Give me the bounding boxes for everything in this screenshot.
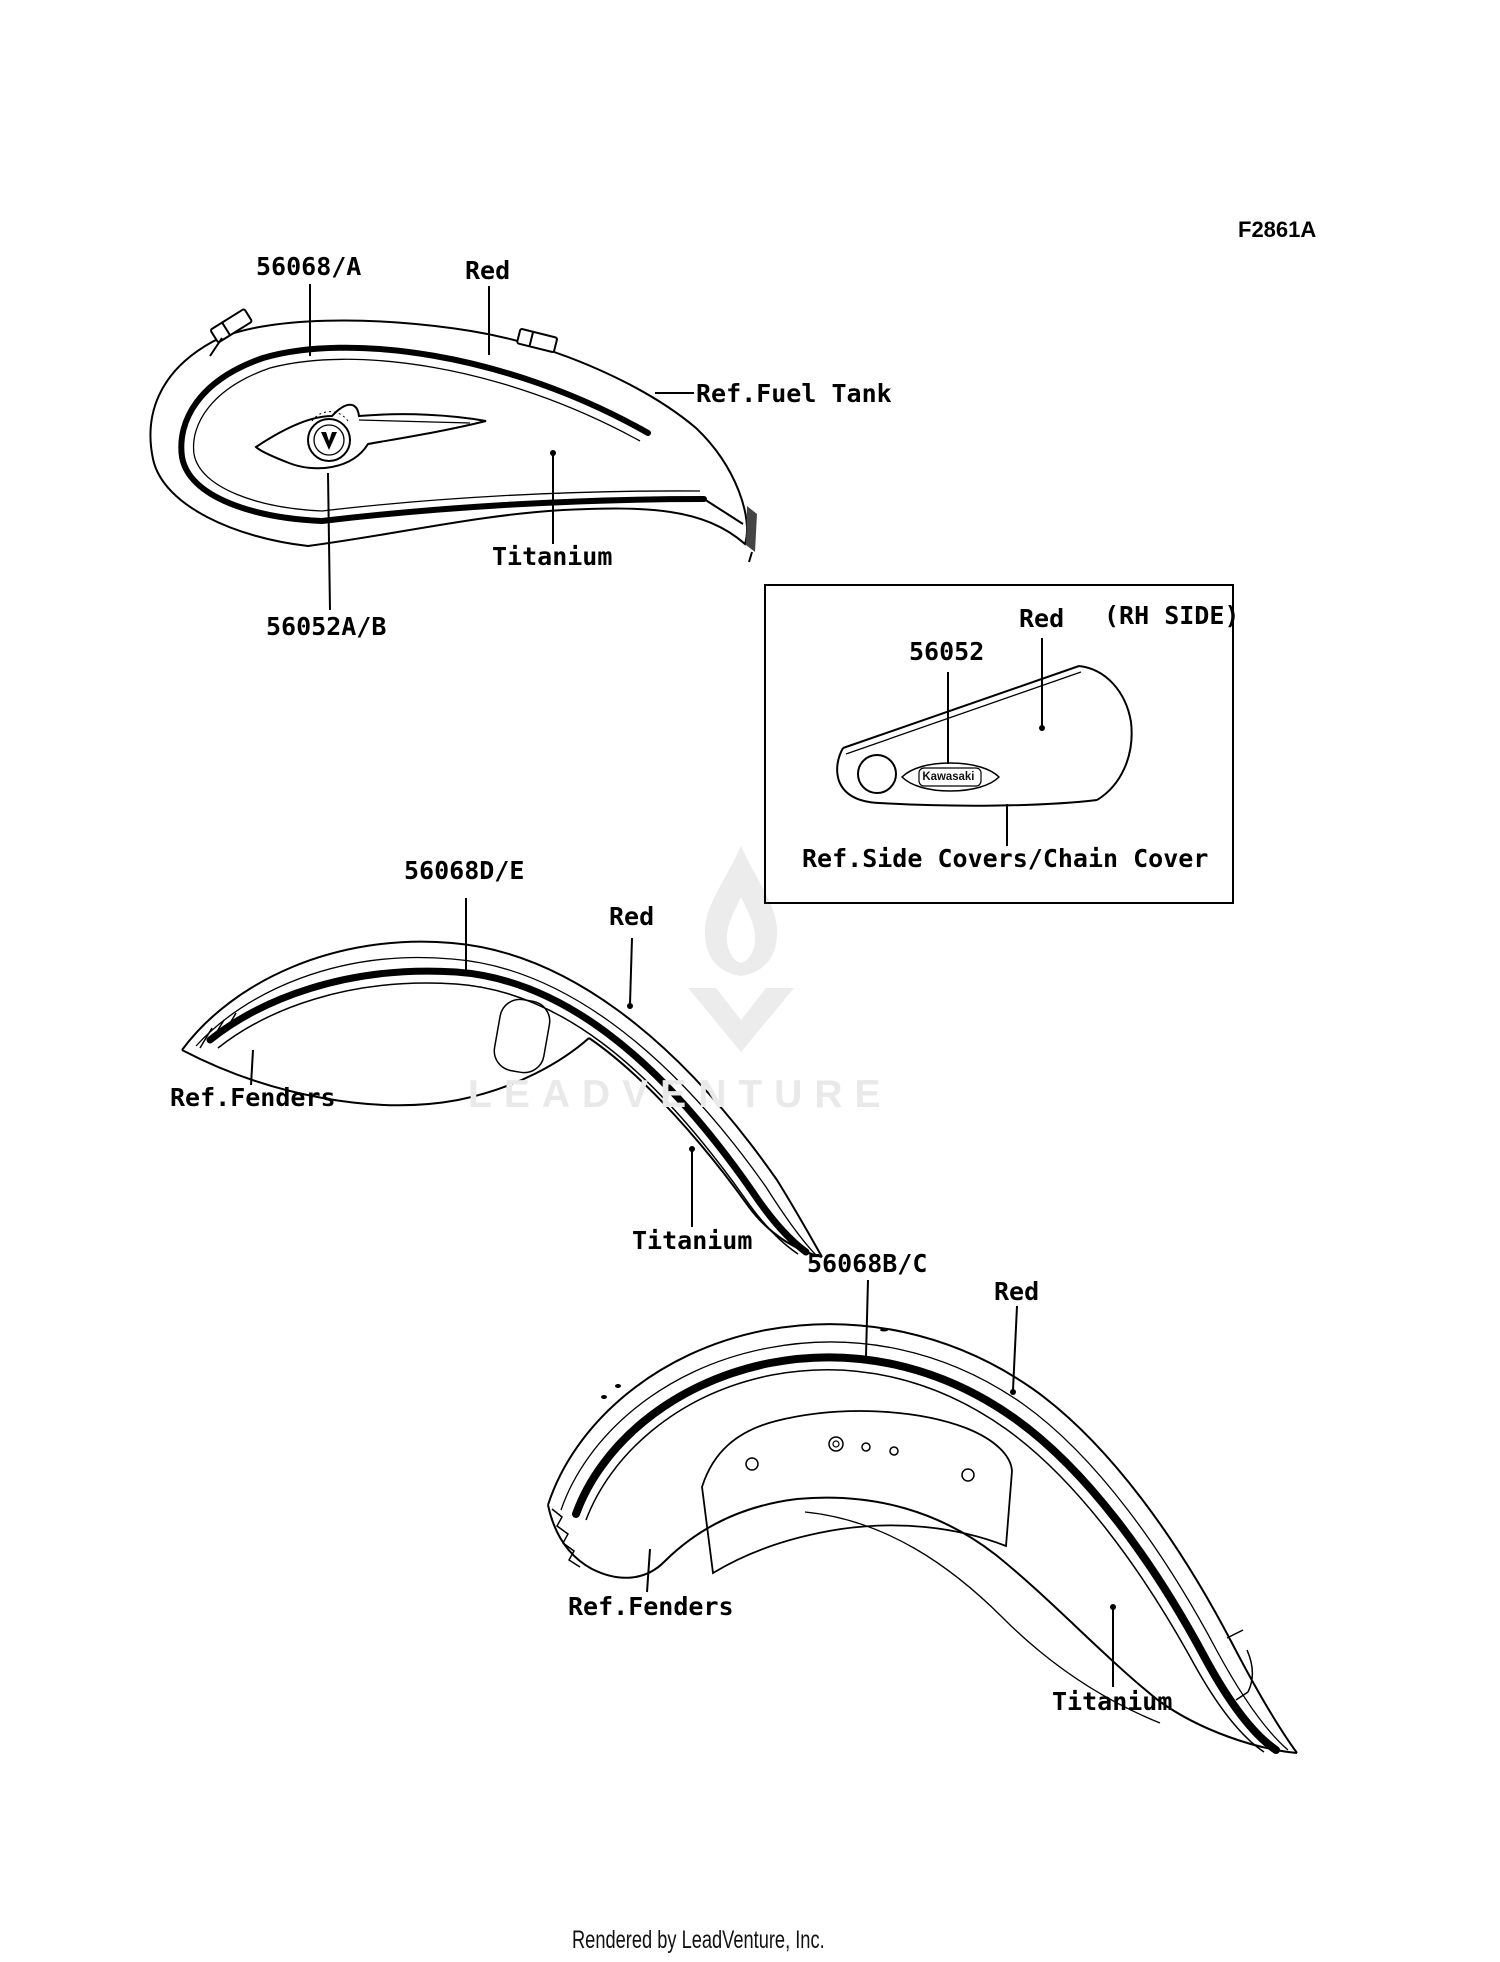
- fuel-tank-drawing: [150, 309, 757, 562]
- watermark-text: LEADVENTURE: [468, 1073, 893, 1116]
- side-cover-hole: [858, 755, 896, 793]
- label-rear-fender-ref: Ref.Fenders: [568, 1592, 734, 1621]
- label-cover-ref: Ref.Side Covers/Chain Cover: [802, 844, 1209, 873]
- label-front-fender-part: 56068D/E: [404, 856, 525, 885]
- figure-code: F2861A: [1238, 217, 1317, 242]
- label-front-fender-ref: Ref.Fenders: [170, 1083, 336, 1112]
- label-tank-titanium: Titanium: [492, 542, 613, 571]
- label-rh-side-note: (RH SIDE): [1104, 601, 1240, 630]
- license-bracket: [702, 1411, 1012, 1573]
- label-cover-red: Red: [1019, 604, 1065, 633]
- label-tank-emblem-part: 56052A/B: [266, 612, 387, 641]
- tank-stripe-decal: [181, 348, 704, 521]
- label-front-fender-titanium: Titanium: [632, 1226, 753, 1255]
- rear-fender-drawing: [548, 1324, 1297, 1753]
- render-credit: Rendered by LeadVenture, Inc.: [572, 1926, 825, 1954]
- watermark-logo-icon: [688, 846, 794, 1052]
- label-front-fender-red: Red: [609, 902, 655, 931]
- label-tank-ref: Ref.Fuel Tank: [696, 379, 892, 408]
- label-rear-fender-titanium: Titanium: [1052, 1687, 1173, 1716]
- tank-emblem-icon: [256, 405, 486, 469]
- label-tank-stripe-part: 56068/A: [256, 252, 362, 281]
- label-rear-fender-red: Red: [994, 1277, 1040, 1306]
- label-cover-part: 56052: [909, 637, 985, 666]
- kawasaki-badge-text: Kawasaki: [922, 769, 975, 783]
- label-rear-fender-part: 56068B/C: [807, 1249, 928, 1278]
- label-tank-red: Red: [465, 256, 511, 285]
